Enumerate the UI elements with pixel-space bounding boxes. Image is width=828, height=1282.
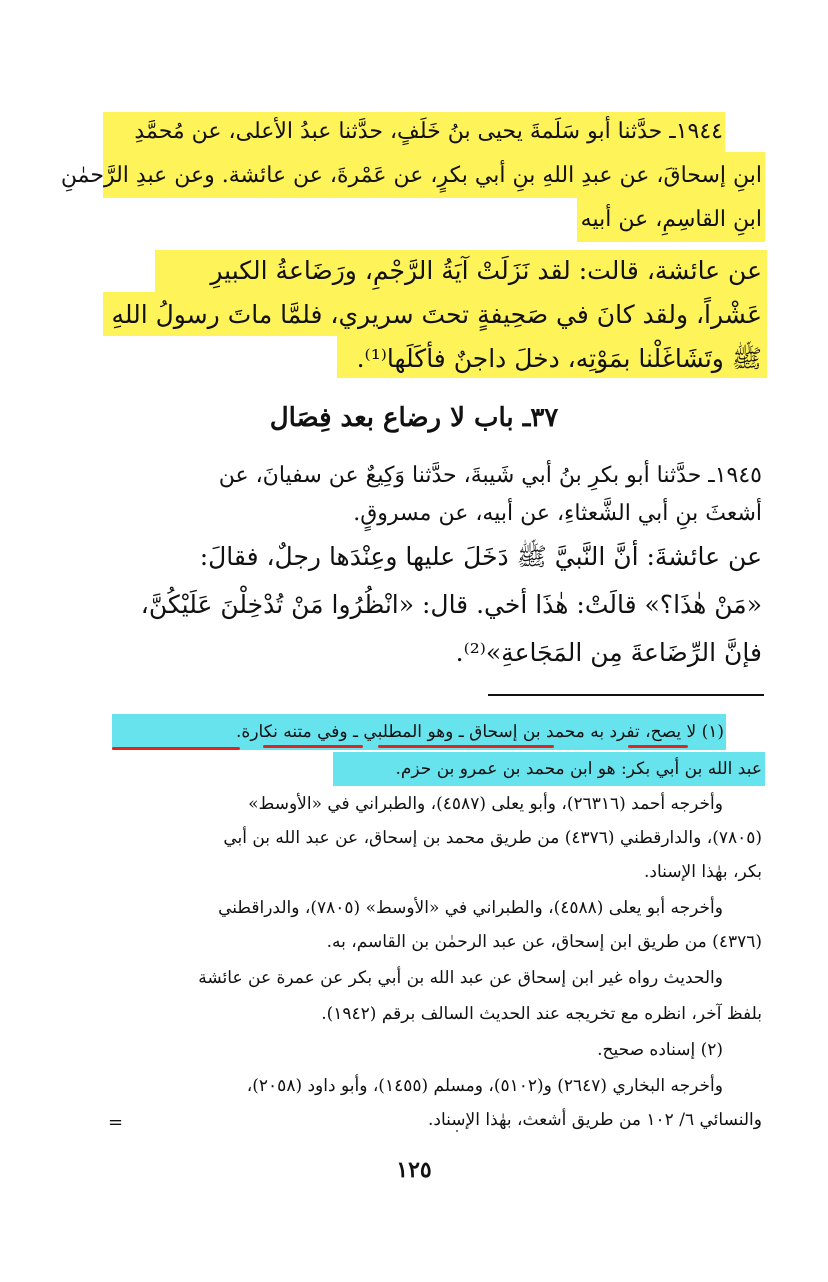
footnote-separator	[488, 694, 764, 696]
footnote-line: وأخرجه أبو يعلى (٤٥٨٨)، والطبراني في «الأوسط» (٧٨٠٥)، والدراقطني	[218, 898, 723, 918]
isnad-1944-line: ابنِ إسحاقَ، عن عبدِ اللهِ بنِ أبي بكرٍ، عن عَمْرةَ، عن عائشة. وعن عبدِ الرَّحمٰنِ	[60, 163, 762, 188]
matn-1944-line: عَشْراً، ولقد كانَ في صَحِيفةٍ تحتَ سريري، فلمَّا ماتَ رسولُ اللهِ	[111, 300, 762, 329]
hadith-1945-line: «مَنْ هٰذَا؟» قالَتْ: هٰذَا أخي. قال: «انْظُرُوا مَنْ تُدْخِلْنَ عَلَيْكُنَّ،	[140, 590, 762, 619]
isnad-1944-line: ١٩٤٤ـ حدَّثنا أبو سَلَمةَ يحيى بنُ خَلَفٍ، حدَّثنا عبدُ الأعلى، عن مُحمَّدِ	[134, 119, 723, 144]
footnote-line: والحديث رواه غير ابن إسحاق عن عبد الله بن أبي بكر عن عمرة عن عائشة	[198, 968, 723, 988]
chapter-heading: ٣٧ـ باب لا رضاع بعد فِصَال	[269, 403, 559, 433]
matn-1944-line: ﷺ وتَشَاغَلْنا بمَوْتِه، دخلَ داجنٌ فأكَلَها⁽¹⁾.	[356, 344, 762, 373]
footnote-line: والنسائي ٦/ ١٠٢ من طريق أشعث، بهٰذا الإسناد.	[428, 1110, 762, 1130]
hadith-1945-line: عن عائشةَ: أنَّ النَّبيَّ ﷺ دَخَلَ عليها وعِنْدَها رجلٌ، فقالَ:	[199, 542, 762, 571]
footnote-line: (٧٨٠٥)، والدارقطني (٤٣٧٦) من طريق محمد بن إسحاق، عن عبد الله بن أبي	[223, 828, 762, 848]
footnote-1-line: عبد الله بن أبي بكر: هو ابن محمد بن عمرو بن حزم.	[395, 759, 762, 779]
footnote-line: وأخرجه أحمد (٢٦٣١٦)، وأبو يعلى (٤٥٨٧)، والطبراني في «الأوسط»	[248, 794, 723, 814]
page-number: ١٢٥	[396, 1157, 432, 1183]
footnote-line: (٢) إسناده صحيح.	[597, 1040, 723, 1060]
matn-1944-line: عن عائشة، قالت: لقد نَزَلَتْ آيَةُ الرَّجْمِ، ورَضَاعةُ الكبيرِ	[210, 256, 762, 285]
isnad-1944-line: ابنِ القاسِمِ، عن أبيه	[580, 207, 762, 232]
continuation-mark: =	[108, 1112, 124, 1133]
footnote-line: (٤٣٧٦) من طريق ابن إسحاق، عن عبد الرحمٰن بن القاسم، به.	[326, 932, 762, 952]
footnote-1-line: (١) لا يصح، تفرد به محمد بن إسحاق ـ وهو المطلبي ـ وفي متنه نكارة.	[236, 722, 724, 742]
print-speck	[456, 1130, 458, 1132]
footnote-line: بلفظ آخر، انظره مع تخريجه عند الحديث السالف برقم (١٩٤٢).	[321, 1004, 762, 1024]
footnote-line: بكر، بهٰذا الإسناد.	[644, 862, 762, 882]
red-underline	[112, 747, 240, 750]
hadith-1945-line: فإنَّ الرِّضَاعةَ مِن المَجَاعةِ»⁽²⁾.	[455, 638, 762, 667]
footnote-line: وأخرجه البخاري (٢٦٤٧) و(٥١٠٢)، ومسلم (١٤٥٥)، وأبو داود (٢٠٥٨)،	[246, 1076, 723, 1096]
hadith-1945-line: ١٩٤٥ـ حدَّثنا أبو بكرِ بنُ أبي شَيبةَ، حدَّثنا وَكِيعٌ عن سفيانَ، عن	[218, 463, 762, 488]
hadith-1945-line: أشعثَ بنِ أبي الشَّعثاءِ، عن أبيه، عن مسروقٍ.	[353, 501, 762, 526]
